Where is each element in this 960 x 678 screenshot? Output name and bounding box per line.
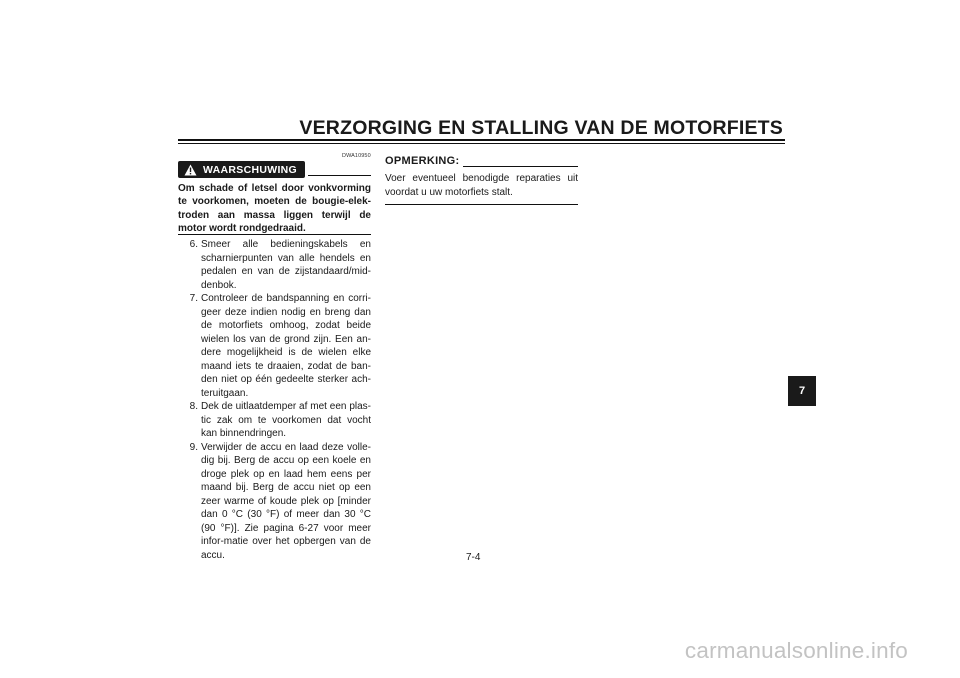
title-rule xyxy=(178,139,785,141)
step-text: Smeer alle bedieningskabels en scharnierpunten van alle hendels en pedalen en van de zijstandaard/mid-denbok. xyxy=(201,239,371,291)
warning-label: WAARSCHUWING xyxy=(203,163,298,176)
step-item xyxy=(178,400,371,441)
step-text: Dek de uitlaatdemper af met een plas-tic zak om te voorkomen dat vocht kan binnendringen. xyxy=(201,401,371,439)
step-text: Verwijder de accu en laad deze volle-dig bij. Berg de accu op een koele en droge plek op en laad hem eens per maand bij. Berg de accu niet op een zeer warme of koude plek op [minder dan 0 °C (30 °F) of meer dan 30 °C (90 °F)]. Zie pagina 6-27 voor meer infor-matie over het opbergen van de accu. xyxy=(201,441,371,561)
warning-code: DWA10950 xyxy=(342,153,371,159)
note-bottom-rule xyxy=(385,204,578,205)
warning-bottom-rule xyxy=(178,234,371,235)
step-text: Controleer de bandspanning en corri-geer deze indien nodig en breng dan de motorfiets omhoog, zodat beide wielen los van de grond zijn. Een an-dere mogelijkheid is de wielen elke maand iets te draaien, zodat de ban-den niet op één gedeelte sterker ach-teruitgaan. xyxy=(201,293,371,399)
warning-text: Om schade of letsel door vonkvorming te voorkomen, moeten de bougie-elek-troden aan massa liggen terwijl de motor wordt rondgedraaid. xyxy=(178,183,371,235)
warning-header-line xyxy=(308,175,371,176)
page-number: 7-4 xyxy=(466,552,481,563)
page-title: VERZORGING EN STALLING VAN DE MOTORFIETS xyxy=(299,117,783,139)
title-rule-thin xyxy=(178,143,785,144)
step-item xyxy=(178,441,371,563)
note-heading: OPMERKING: xyxy=(385,155,460,167)
warning-badge xyxy=(178,161,305,178)
steps-list xyxy=(178,238,371,562)
chapter-tab: 7 xyxy=(788,376,816,406)
warning-triangle-icon xyxy=(178,161,202,178)
step-item xyxy=(178,238,371,292)
note-header-line xyxy=(463,166,578,167)
step-item xyxy=(178,292,371,400)
step-number: 7. xyxy=(189,293,198,304)
step-number: 8. xyxy=(189,401,198,412)
step-number: 9. xyxy=(189,441,198,453)
step-number: 6. xyxy=(189,239,198,250)
watermark: carmanualsonline.info xyxy=(684,638,908,663)
note-text: Voer eventueel benodigde reparaties uit voordat u uw motorfiets stalt. xyxy=(385,173,578,198)
